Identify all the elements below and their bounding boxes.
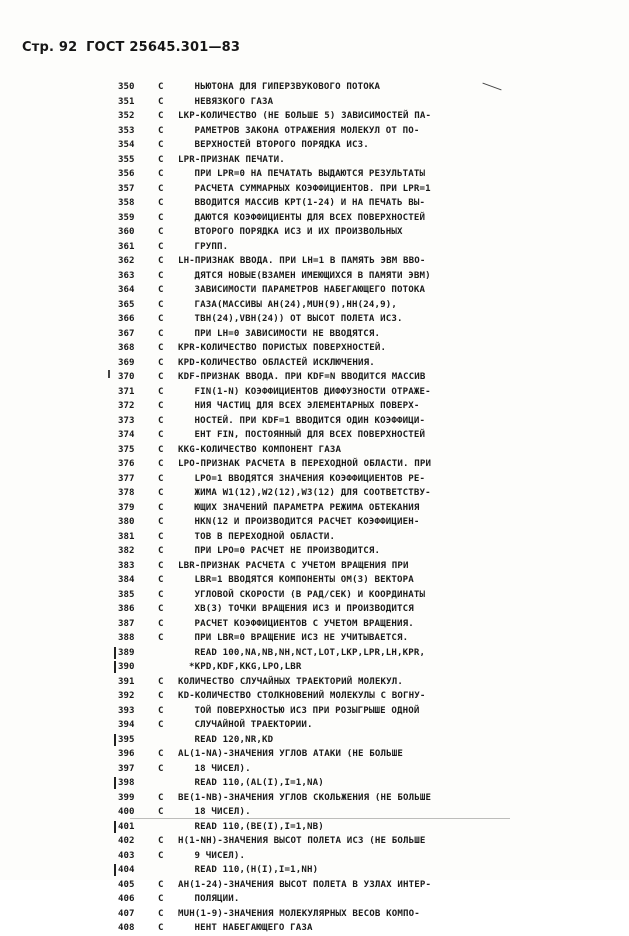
line-number: 352 <box>118 111 135 121</box>
comment-marker: C <box>158 372 164 382</box>
line-text: НЕВЯЗКОГО ГАЗА <box>194 96 274 107</box>
line-text: LPO-ПРИЗНАК РАСЧЕТА В ПЕРЕХОДНОЙ ОБЛАСТИ. ПРИ <box>178 459 432 469</box>
comment-marker: C <box>158 343 164 353</box>
listing-line <box>118 327 618 342</box>
listing-line <box>118 530 618 545</box>
comment-marker: C <box>158 241 164 252</box>
comment-marker: C <box>158 285 164 295</box>
line-number: 369 <box>118 357 135 368</box>
line-text: НЕНТ НАБЕГАЮЩЕГО ГАЗА <box>194 923 313 933</box>
listing-line <box>118 486 618 501</box>
line-text: ДЯТСЯ НОВЫЕ(ВЗАМЕН ИМЕЮЩИХСЯ В ПАМЯТИ ЭВМ) <box>194 270 431 281</box>
line-text: READ 100,NA,NB,NH,NCT,LOT,LKP,LPR,LH,KPR, <box>194 647 426 658</box>
line-text: MUH(1-9)-ЗНАЧЕНИЯ МОЛЕКУЛЯРНЫХ ВЕСОВ КОМПО- <box>178 908 420 919</box>
line-text: ДАЮТСЯ КОЭФФИЦИЕНТЫ ДЛЯ ВСЕХ ПОВЕРХНОСТЕЙ <box>194 212 426 223</box>
program-listing <box>118 80 618 936</box>
comment-marker: C <box>158 386 164 397</box>
line-text: ВВОДИТСЯ МАССИВ KPT(1-24) И НА ПЕЧАТЬ ВЫ- <box>194 198 426 208</box>
line-text: KPD-КОЛИЧЕСТВО ОБЛАСТЕЙ ИСКЛЮЧЕНИЯ. <box>178 357 375 368</box>
line-number: 377 <box>118 473 135 484</box>
line-text: ГАЗА(МАССИВЫ AH(24),MUH(9),HH(24,9), <box>194 299 397 310</box>
listing-line <box>118 356 618 371</box>
scan-mark <box>130 818 510 819</box>
line-number: 395 <box>118 734 135 745</box>
line-text: READ 110,(BE(I),I=1,NB) <box>194 821 324 832</box>
line-number: 386 <box>118 604 135 614</box>
listing-line <box>118 109 618 124</box>
line-text: ПОЛЯЦИИ. <box>194 894 240 904</box>
comment-marker: C <box>158 430 164 440</box>
comment-marker: C <box>158 792 164 803</box>
line-text: TBH(24),VBH(24)) ОТ ВЫСОТ ПОЛЕТА ИСЗ. <box>194 314 403 324</box>
line-text: ТОЙ ПОВЕРХНОСТЬЮ ИСЗ ПРИ РОЗЫГРЫШЕ ОДНОЙ <box>194 705 420 716</box>
line-text: FIN(1-N) КОЭФФИЦИЕНТОВ ДИФФУЗНОСТИ ОТРАЖЕ- <box>194 386 431 397</box>
line-number: 363 <box>118 270 135 281</box>
line-number: 383 <box>118 560 135 571</box>
comment-marker: C <box>158 560 164 571</box>
listing-line <box>118 544 618 559</box>
line-number: 370 <box>118 372 135 382</box>
comment-marker: C <box>158 604 164 614</box>
comment-marker: C <box>158 444 164 455</box>
listing-line <box>118 834 618 849</box>
line-number: 372 <box>118 401 135 411</box>
line-text: РАСЧЕТА СУММАРНЫХ КОЭФФИЦИЕНТОВ. ПРИ LPR=1 <box>194 183 431 194</box>
listing-line <box>118 167 618 182</box>
comment-marker: C <box>158 96 164 107</box>
listing-line <box>118 472 618 487</box>
line-number: 380 <box>118 517 135 527</box>
line-text: AL(1-NA)-ЗНАЧЕНИЯ УГЛОВ АТАКИ (НЕ БОЛЬШЕ <box>178 749 403 759</box>
comment-marker: C <box>158 720 164 730</box>
comment-marker: C <box>158 227 164 237</box>
margin-bar <box>114 647 116 659</box>
listing-line <box>118 791 618 806</box>
line-number: 374 <box>118 430 135 440</box>
standard-designation: ГОСТ 25645.301—83 <box>86 40 241 55</box>
listing-line <box>118 269 618 284</box>
listing-line <box>118 704 618 719</box>
line-text: РАМЕТРОВ ЗАКОНА ОТРАЖЕНИЯ МОЛЕКУЛ ОТ ПО- <box>194 125 420 136</box>
margin-bar <box>114 661 116 673</box>
listing-line <box>118 370 618 385</box>
line-number: 404 <box>118 865 135 875</box>
line-number: 399 <box>118 792 135 803</box>
line-number: 387 <box>118 618 135 629</box>
listing-line <box>118 747 618 762</box>
comment-marker: C <box>158 763 164 774</box>
line-number: 358 <box>118 198 135 208</box>
line-number: 357 <box>118 183 135 194</box>
comment-marker: C <box>158 169 164 179</box>
line-number: 382 <box>118 546 135 556</box>
comment-marker: C <box>158 473 164 484</box>
margin-bar <box>114 821 116 833</box>
listing-line <box>118 921 618 936</box>
comment-marker: C <box>158 314 164 324</box>
comment-marker: C <box>158 415 164 426</box>
line-number: 398 <box>118 778 135 788</box>
listing-line <box>118 95 618 110</box>
page-number: Стр. 92 <box>22 40 78 55</box>
listing-line <box>118 762 618 777</box>
line-text: ПРИ LPR=0 НА ПЕЧАТАТЬ ВЫДАЮТСЯ РЕЗУЛЬТАТЫ <box>194 169 426 179</box>
comment-marker: C <box>158 879 164 890</box>
listing-line <box>118 646 618 661</box>
listing-line <box>118 298 618 313</box>
listing-line <box>118 240 618 255</box>
listing-line <box>118 631 618 646</box>
line-number: 408 <box>118 923 135 933</box>
comment-marker: C <box>158 212 164 223</box>
comment-marker: C <box>158 749 164 759</box>
line-number: 396 <box>118 749 135 759</box>
listing-line <box>118 457 618 472</box>
listing-line <box>118 617 618 632</box>
line-text: ТОВ В ПЕРЕХОДНОЙ ОБЛАСТИ. <box>194 531 336 542</box>
line-text: *KPD,KDF,KKG,LPO,LBR <box>189 662 302 672</box>
comment-marker: C <box>158 531 164 542</box>
line-text: 18 ЧИСЕЛ). <box>194 763 251 774</box>
line-text: KDF-ПРИЗНАК ВВОДА. ПРИ KDF=N ВВОДИТСЯ МАССИВ <box>178 372 426 382</box>
comment-marker: C <box>158 299 164 310</box>
comment-marker: C <box>158 125 164 136</box>
line-text: BE(1-NB)-ЗНАЧЕНИЯ УГЛОВ СКОЛЬЖЕНИЯ (НЕ БОЛЬШЕ <box>178 792 432 803</box>
listing-line <box>118 385 618 400</box>
comment-marker: C <box>158 502 164 513</box>
listing-line <box>118 501 618 516</box>
comment-marker: C <box>158 894 164 904</box>
line-text: AH(1-24)-ЗНАЧЕНИЯ ВЫСОТ ПОЛЕТА В УЗЛАХ ИНТЕР- <box>178 879 432 890</box>
line-number: 375 <box>118 444 135 455</box>
line-number: 402 <box>118 836 135 846</box>
listing-line <box>118 573 618 588</box>
line-number: 405 <box>118 879 135 890</box>
line-number: 371 <box>118 386 135 397</box>
listing-line <box>118 443 618 458</box>
comment-marker: C <box>158 198 164 208</box>
comment-marker: C <box>158 589 164 600</box>
line-text: ЗАВИСИМОСТИ ПАРАМЕТРОВ НАБЕГАЮЩЕГО ПОТОКА <box>194 285 426 295</box>
line-text: LBR-ПРИЗНАК РАСЧЕТА С УЧЕТОМ ВРАЩЕНИЯ ПРИ <box>178 560 409 571</box>
line-text: ПРИ LH=0 ЗАВИСИМОСТИ НЕ ВВОДЯТСЯ. <box>194 328 381 339</box>
line-number: 378 <box>118 488 135 498</box>
comment-marker: C <box>158 546 164 556</box>
line-text: KPR-КОЛИЧЕСТВО ПОРИСТЫХ ПОВЕРХНОСТЕЙ. <box>178 343 387 353</box>
comment-marker: C <box>158 328 164 339</box>
line-text: 18 ЧИСЕЛ). <box>194 807 251 817</box>
line-number: 384 <box>118 575 135 585</box>
listing-line <box>118 312 618 327</box>
line-text: READ 120,NR,KD <box>194 734 274 745</box>
comment-marker: C <box>158 691 164 701</box>
listing-line <box>118 182 618 197</box>
line-number: 394 <box>118 720 135 730</box>
line-number: 364 <box>118 285 135 295</box>
line-number: 366 <box>118 314 135 324</box>
listing-line <box>118 602 618 617</box>
line-number: 368 <box>118 343 135 353</box>
line-number: 392 <box>118 691 135 701</box>
listing-line <box>118 254 618 269</box>
listing-line <box>118 283 618 298</box>
line-text: XB(3) ТОЧКИ ВРАЩЕНИЯ ИСЗ И ПРОИЗВОДИТСЯ <box>194 604 414 614</box>
comment-marker: C <box>158 676 164 687</box>
comment-marker: C <box>158 850 164 861</box>
line-text: УГЛОВОЙ СКОРОСТИ (В РАД/СЕК) И КООРДИНАТЫ <box>194 589 426 600</box>
comment-marker: C <box>158 488 164 498</box>
line-number: 401 <box>118 821 135 832</box>
line-text: LBR=1 ВВОДЯТСЯ КОМПОНЕНТЫ ОМ(3) ВЕКТОРА <box>194 575 414 585</box>
listing-line <box>118 892 618 907</box>
line-number: 356 <box>118 169 135 179</box>
line-text: KKG-КОЛИЧЕСТВО КОМПОНЕНТ ГАЗА <box>178 444 342 455</box>
comment-marker: C <box>158 618 164 629</box>
line-text: ГРУПП. <box>194 241 229 252</box>
line-text: НЬЮТОНА ДЛЯ ГИПЕРЗВУКОВОГО ПОТОКА <box>194 82 381 92</box>
line-text: H(1-NH)-ЗНАЧЕНИЯ ВЫСОТ ПОЛЕТА ИСЗ (НЕ БОЛЬШЕ <box>178 836 426 846</box>
line-text: KD-КОЛИЧЕСТВО СТОЛКНОВЕНИЙ МОЛЕКУЛЫ С ВОГНУ- <box>178 691 426 701</box>
listing-line <box>118 211 618 226</box>
listing-line <box>118 225 618 240</box>
listing-line <box>118 124 618 139</box>
comment-marker: C <box>158 256 164 266</box>
comment-marker: C <box>158 836 164 846</box>
line-number: 393 <box>118 705 135 716</box>
line-text: READ 110,(AL(I),I=1,NA) <box>194 778 324 788</box>
listing-line <box>118 428 618 443</box>
margin-bar <box>114 864 116 876</box>
line-text: HKN(12 И ПРОИЗВОДИТСЯ РАСЧЕТ КОЭФФИЦИЕН- <box>194 517 420 527</box>
comment-marker: C <box>158 183 164 194</box>
comment-marker: C <box>158 270 164 281</box>
line-text: READ 110,(H(I),I=1,NH) <box>194 865 319 875</box>
line-text: СЛУЧАЙНОЙ ТРАЕКТОРИИ. <box>194 720 313 730</box>
listing-line <box>118 196 618 211</box>
line-number: 353 <box>118 125 135 136</box>
line-number: 367 <box>118 328 135 339</box>
line-text: ПРИ LPO=0 РАСЧЕТ НЕ ПРОИЗВОДИТСЯ. <box>194 546 381 556</box>
comment-marker: C <box>158 357 164 368</box>
listing-line <box>118 80 618 95</box>
line-number: 385 <box>118 589 135 600</box>
line-number: 361 <box>118 241 135 252</box>
listing-line <box>118 718 618 733</box>
line-number: 407 <box>118 908 135 919</box>
listing-line <box>118 733 618 748</box>
line-number: 400 <box>118 807 135 817</box>
line-number: 376 <box>118 459 135 469</box>
listing-line <box>118 588 618 603</box>
line-number: 354 <box>118 140 135 150</box>
comment-marker: C <box>158 154 164 165</box>
line-number: 351 <box>118 96 135 107</box>
line-number: 397 <box>118 763 135 774</box>
line-text: LH-ПРИЗНАК ВВОДА. ПРИ LH=1 В ПАМЯТЬ ЭВМ ВВО- <box>178 256 426 266</box>
line-text: ПРИ LBR=0 ВРАЩЕНИЕ ИСЗ НЕ УЧИТЫВАЕТСЯ. <box>194 633 409 643</box>
listing-line <box>118 153 618 168</box>
comment-marker: C <box>158 401 164 411</box>
line-number: 389 <box>118 647 135 658</box>
line-text: ЮЩИХ ЗНАЧЕНИЙ ПАРАМЕТРА РЕЖИМА ОБТЕКАНИЯ <box>194 502 420 513</box>
comment-marker: C <box>158 807 164 817</box>
listing-line <box>118 138 618 153</box>
listing-line <box>118 776 618 791</box>
listing-line <box>118 907 618 922</box>
line-number: 350 <box>118 82 135 92</box>
line-number: 391 <box>118 676 135 687</box>
line-text: ВТОРОГО ПОРЯДКА ИСЗ И ИХ ПРОИЗВОЛЬНЫХ <box>194 227 403 237</box>
comment-marker: C <box>158 82 164 92</box>
line-number: 362 <box>118 256 135 266</box>
comment-marker: C <box>158 111 164 121</box>
line-number: 390 <box>118 662 135 672</box>
line-number: 373 <box>118 415 135 426</box>
listing-line <box>118 863 618 878</box>
line-number: 406 <box>118 894 135 904</box>
line-text: LKP-КОЛИЧЕСТВО (НЕ БОЛЬШЕ 5) ЗАВИСИМОСТЕЙ ПА- <box>178 111 432 121</box>
line-text: ВЕРХНОСТЕЙ ВТОРОГО ПОРЯДКА ИСЗ. <box>194 140 369 150</box>
line-number: 381 <box>118 531 135 542</box>
comment-marker: C <box>158 459 164 469</box>
line-text: LPR-ПРИЗНАК ПЕЧАТИ. <box>178 154 285 165</box>
line-text: КОЛИЧЕСТВО СЛУЧАЙНЫХ ТРАЕКТОРИЙ МОЛЕКУЛ. <box>178 676 403 687</box>
line-number: 360 <box>118 227 135 237</box>
scan-mark <box>108 370 110 378</box>
line-number: 355 <box>118 154 135 165</box>
comment-marker: C <box>158 575 164 585</box>
listing-line <box>118 515 618 530</box>
line-text: РАСЧЕТ КОЭФФИЦИЕНТОВ С УЧЕТОМ ВРАЩЕНИЯ. <box>194 618 414 629</box>
line-text: 9 ЧИСЕЛ). <box>194 850 246 861</box>
comment-marker: C <box>158 705 164 716</box>
margin-bar <box>114 777 116 789</box>
listing-line <box>118 399 618 414</box>
line-text: НИЯ ЧАСТИЦ ДЛЯ ВСЕХ ЭЛЕМЕНТАРНЫХ ПОВЕРХ- <box>194 401 420 411</box>
listing-line <box>118 660 618 675</box>
listing-line <box>118 689 618 704</box>
line-number: 379 <box>118 502 135 513</box>
line-text: ЕНТ FIN, ПОСТОЯННЫЙ ДЛЯ ВСЕХ ПОВЕРХНОСТЕЙ <box>194 430 426 440</box>
listing-line <box>118 849 618 864</box>
line-text: LPO=1 ВВОДЯТСЯ ЗНАЧЕНИЯ КОЭФФИЦИЕНТОВ РЕ- <box>194 473 426 484</box>
line-number: 388 <box>118 633 135 643</box>
margin-bar <box>114 734 116 746</box>
comment-marker: C <box>158 517 164 527</box>
comment-marker: C <box>158 633 164 643</box>
line-text: ЖИМА W1(12),W2(12),W3(12) ДЛЯ СООТВЕТСТВУ- <box>194 488 431 498</box>
line-text: НОСТЕЙ. ПРИ KDF=1 ВВОДИТСЯ ОДИН КОЭФФИЦИ- <box>194 415 426 426</box>
listing-line <box>118 820 618 835</box>
listing-line <box>118 341 618 356</box>
listing-line <box>118 675 618 690</box>
page-header <box>22 40 244 55</box>
comment-marker: C <box>158 140 164 150</box>
comment-marker: C <box>158 923 164 933</box>
comment-marker: C <box>158 908 164 919</box>
line-number: 403 <box>118 850 135 861</box>
line-number: 359 <box>118 212 135 223</box>
listing-line <box>118 559 618 574</box>
line-number: 365 <box>118 299 135 310</box>
listing-line <box>118 414 618 429</box>
